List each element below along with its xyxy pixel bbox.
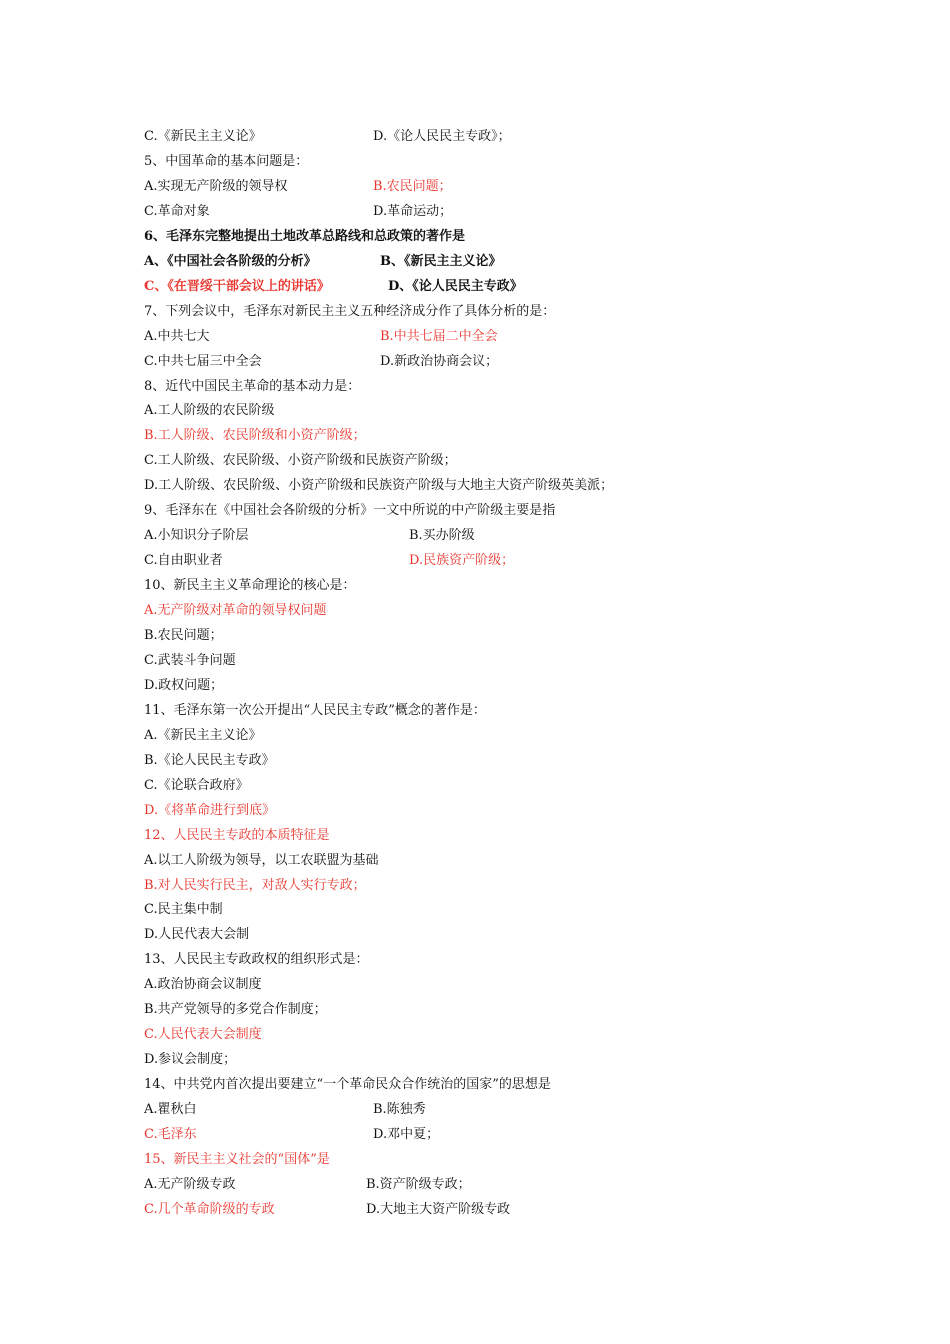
line-text: 8、近代中国民主革命的基本动力是：: [144, 378, 361, 394]
line-text: A.《新民主主义论》: [144, 727, 262, 743]
line-text-option: B.中共七届二中全会: [380, 328, 498, 344]
line-text-option: D.大地主大资产阶级专政: [366, 1201, 511, 1217]
line-text: 7、下列会议中，毛泽东对新民主主义五种经济成分作了具体分析的是：: [144, 303, 556, 319]
line-text: D.《将革命进行到底》: [144, 802, 276, 818]
line-text: 10、新民主主义革命理论的核心是：: [144, 578, 356, 594]
line-text: A.实现无产阶级的领导权: [144, 178, 288, 194]
line-text: A.瞿秋白: [144, 1102, 197, 1118]
line-text: 9、毛泽东在《中国社会各阶级的分析》一文中所说的中产阶级主要是指: [144, 503, 556, 519]
line-text-option: D.民族资产阶级；: [409, 553, 515, 569]
line-text: C.毛泽东: [144, 1127, 197, 1142]
line-text-option: B.陈独秀: [373, 1102, 426, 1118]
line-text-option: B.农民问题；: [373, 178, 452, 194]
line-text: B.农民问题；: [144, 628, 223, 643]
line-text: A.中共七大: [144, 328, 210, 344]
line-text-option: D.革命运动；: [373, 203, 453, 219]
line-text: D.政权问题；: [144, 677, 224, 693]
line-text: 11、毛泽东第一次公开提出“人民民主专政”概念的著作是：: [144, 702, 486, 718]
line-text: B.工人阶级、农民阶级和小资产阶级；: [144, 428, 366, 444]
line-text: A.工人阶级的农民阶级: [144, 403, 275, 419]
line-text: 12、人民民主专政的本质特征是: [144, 827, 330, 843]
line-text: A.无产阶级专政: [144, 1176, 236, 1192]
line-text: A、《中国社会各阶级的分析》: [144, 253, 317, 269]
line-text: C.人民代表大会制度: [144, 1027, 262, 1043]
line-text: C.中共七届三中全会: [144, 353, 262, 369]
line-text: 15、新民主主义社会的“国体”是: [144, 1151, 330, 1167]
line-text: 14、中共党内首次提出要建立“一个革命民众合作统治的国家”的思想是: [144, 1077, 551, 1093]
line-text: B.《论人民民主专政》: [144, 752, 275, 768]
line-text: A.以工人阶级为领导，以工农联盟为基础: [144, 852, 379, 868]
line-text-option: B、《新民主主义论》: [380, 253, 502, 269]
line-text: 13、人民民主专政政权的组织形式是：: [144, 952, 369, 968]
line-text: D.工人阶级、农民阶级、小资产阶级和民族资产阶级与大地主大资产阶级英美派；: [144, 478, 614, 494]
line-text: D.人民代表大会制: [144, 927, 250, 943]
line-text: 5、中国革命的基本问题是：: [144, 153, 309, 169]
line-text: C.武装斗争问题: [144, 652, 236, 668]
line-text: A.小知识分子阶层: [144, 528, 249, 544]
line-text: C.自由职业者: [144, 553, 223, 569]
line-text-option: D.新政治协商会议；: [380, 353, 499, 369]
line-text: C.《新民主主义论》: [144, 129, 262, 144]
line-text: B.共产党领导的多党合作制度；: [144, 1002, 327, 1018]
line-text-option: B.买办阶级: [409, 528, 475, 544]
line-text-option: D、《论人民民主专政》: [388, 278, 523, 294]
line-text: C.民主集中制: [144, 902, 223, 918]
line-text-option: D.邓中夏；: [373, 1127, 440, 1142]
line-text: C.工人阶级、农民阶级、小资产阶级和民族资产阶级；: [144, 453, 457, 469]
line-text: C.几个革命阶级的专政: [144, 1201, 275, 1217]
line-text-option: D.《论人民民主专政》；: [373, 129, 511, 144]
line-text: B.对人民实行民主，对敌人实行专政；: [144, 877, 366, 893]
line-text: C.革命对象: [144, 203, 210, 219]
line-text: 6、毛泽东完整地提出土地改革总路线和总政策的著作是: [144, 228, 466, 244]
line-text: C、《在晋绥干部会议上的讲话》: [144, 278, 330, 294]
line-text: A.无产阶级对革命的领导权问题: [144, 603, 327, 619]
line-text: A.政治协商会议制度: [144, 977, 262, 993]
line-text-option: B.资产阶级专政；: [366, 1176, 471, 1192]
line-text: C.《论联合政府》: [144, 777, 249, 793]
line-text: D.参议会制度；: [144, 1052, 237, 1068]
